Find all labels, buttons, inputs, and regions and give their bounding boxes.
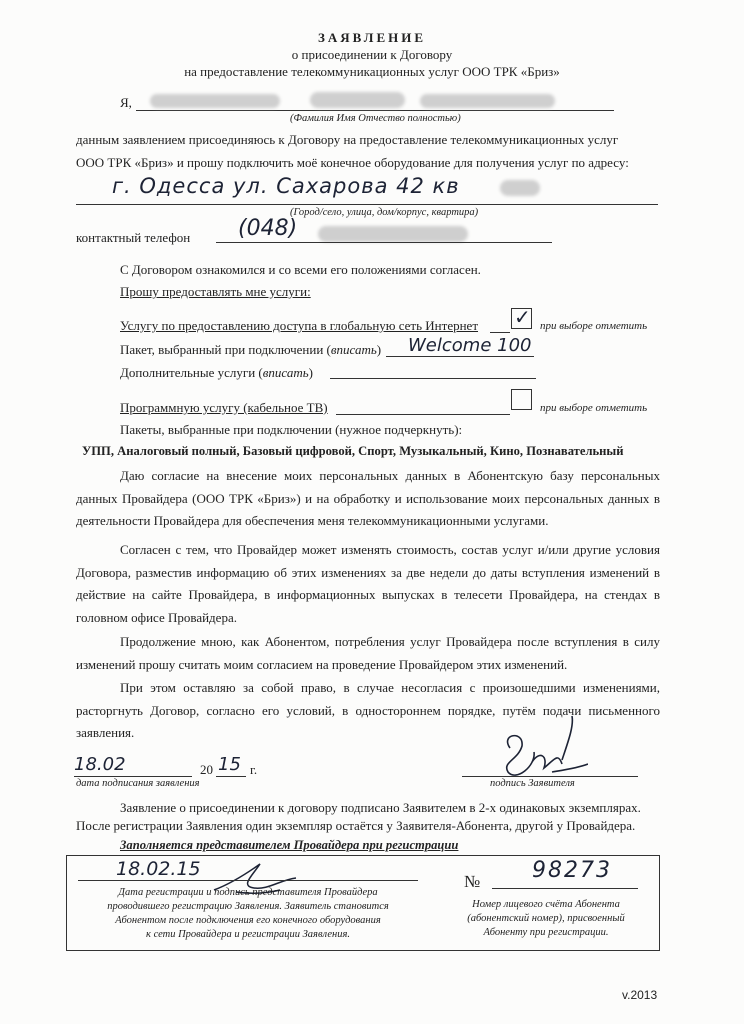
tv-packets-list: УПП, Аналоговый полный, Базовый цифровой, Спорт, Музыкальный, Кино, Познавательный [82, 444, 624, 458]
phone-handwritten: (048) [238, 216, 298, 241]
agreement-text: С Договором ознакомился и со всеми его положениями согласен. [120, 262, 481, 277]
registration-heading: Заполняется представителем Провайдера при регистрации [120, 838, 459, 852]
applicant-caption: (Фамилия Имя Отчество полностью) [290, 113, 461, 124]
address-line [76, 204, 658, 205]
redacted-surname [150, 94, 280, 108]
intro-line-1: данным заявлением присоединяюсь к Договору на предоставление телекоммуникационных услуг [76, 132, 619, 147]
account-number-handwritten: 98273 [532, 858, 612, 883]
phone-label: контактный телефон [76, 230, 191, 245]
applicant-prefix: Я, [120, 95, 132, 110]
internet-checkbox[interactable] [511, 305, 532, 329]
package-line [386, 356, 534, 357]
additional-line [330, 378, 536, 379]
signing-date-caption: дата подписания заявления [76, 778, 200, 789]
signing-date-line [74, 776, 192, 777]
tv-note: при выборе отметить [540, 402, 648, 414]
termination-paragraph: При этом оставляю за собой право, в случае несогласия с произошедшими изменениями, расторгнуть Договор, согласно его условий, в одностороннем порядке, путём подачи письменного заявления. [76, 680, 660, 740]
copies-note-line-2: После регистрации Заявления один экземпляр остаётся у Заявителя-Абонента, другой у Провайдера. [76, 818, 636, 833]
signing-year-handwritten: 15 [218, 754, 241, 775]
tv-packets-label: Пакеты, выбранные при подключении (нужное подчеркнуть): [120, 422, 463, 437]
registration-right-caption: Номер лицевого счёта Абонента (абонентский номер), присвоенный Абоненту при регистрации. [467, 899, 625, 938]
form-version: v.2013 [622, 988, 658, 1002]
package-label: Пакет, выбранный при подключении (вписать) [120, 342, 382, 357]
account-number-line [492, 888, 638, 889]
internet-note: при выборе отметить [540, 320, 648, 332]
signing-year-suffix: г. [250, 762, 258, 777]
registration-left-caption: Дата регистрации и подпись представителя Провайдера проводившего регистрацию Заявления. Заявитель становится Абонентом после подключения его конечного оборудования к сети Провайдера и регистрации Заявления. [107, 887, 389, 940]
intro-line-2: ООО ТРК «Бриз» и прошу подключить моё конечное оборудование для получения услуг по адресу: [76, 155, 629, 170]
title-subline-2: на предоставление телекоммуникационных услуг ООО ТРК «Бриз» [184, 64, 560, 79]
address-caption: (Город/село, улица, дом/корпус, квартира) [290, 207, 479, 218]
signature-line [462, 776, 638, 777]
phone-line [216, 242, 552, 243]
redacted-patronymic [420, 94, 555, 108]
internet-line [490, 332, 510, 333]
redacted-phone [318, 226, 468, 242]
redacted-apartment [500, 180, 540, 196]
registration-date-handwritten: 18.02.15 [116, 858, 201, 880]
additional-label: Дополнительные услуги (вписать) [120, 365, 313, 380]
address-handwritten: г. Одесса ул. Сахарова 42 кв [112, 174, 460, 198]
registration-date-line [78, 880, 418, 881]
signing-year-prefix: 20 [200, 762, 213, 777]
signing-date-handwritten: 18.02 [74, 754, 126, 775]
tv-service-label: Программную услугу (кабельное ТВ) [120, 400, 328, 415]
document-title: ЗАЯВЛЕНИЕ [317, 30, 427, 45]
services-heading: Прошу предоставлять мне услуги: [120, 284, 311, 299]
package-handwritten: Welcome 100 [408, 335, 532, 356]
tv-line [336, 414, 510, 415]
check-icon: ✓ [514, 305, 531, 329]
continuation-paragraph: Продолжение мною, как Абонентом, потребления услуг Провайдера после вступления в силу изменений прошу считать моим согласием на проведение Провайдером этих изменений. [76, 634, 660, 672]
consent-paragraph: Даю согласие на внесение моих персональных данных в Абонентскую базу персональных данных Провайдера (ООО ТРК «Бриз») и на обработку и использование моих персональных данных в деятельности Провайдера для обеспечения меня телекоммуникационными услугами. [76, 468, 660, 528]
applicant-name-line [136, 110, 614, 111]
internet-service-label: Услугу по предоставлению доступа в глобальную сеть Интернет [120, 318, 479, 333]
copies-note-line-1: Заявление о присоединении к договору подписано Заявителем в 2-х одинаковых экземплярах. [120, 800, 641, 815]
redacted-name [310, 92, 405, 108]
signature-caption: подпись Заявителя [490, 778, 575, 789]
tv-checkbox[interactable] [511, 389, 532, 410]
title-subline-1: о присоединении к Договору [291, 47, 453, 62]
signing-year-line [216, 776, 246, 777]
number-sign: № [464, 872, 481, 891]
changes-paragraph: Согласен с тем, что Провайдер может изменять стоимость, состав услуг и/или другие условия Договора, разместив информацию об этих изменениях за две недели до даты вступления изменений в действие на сайте Провайдера, в информационных выпусках в телесети Провайдера, на стендах в головном офисе Провайдера. [76, 542, 660, 625]
